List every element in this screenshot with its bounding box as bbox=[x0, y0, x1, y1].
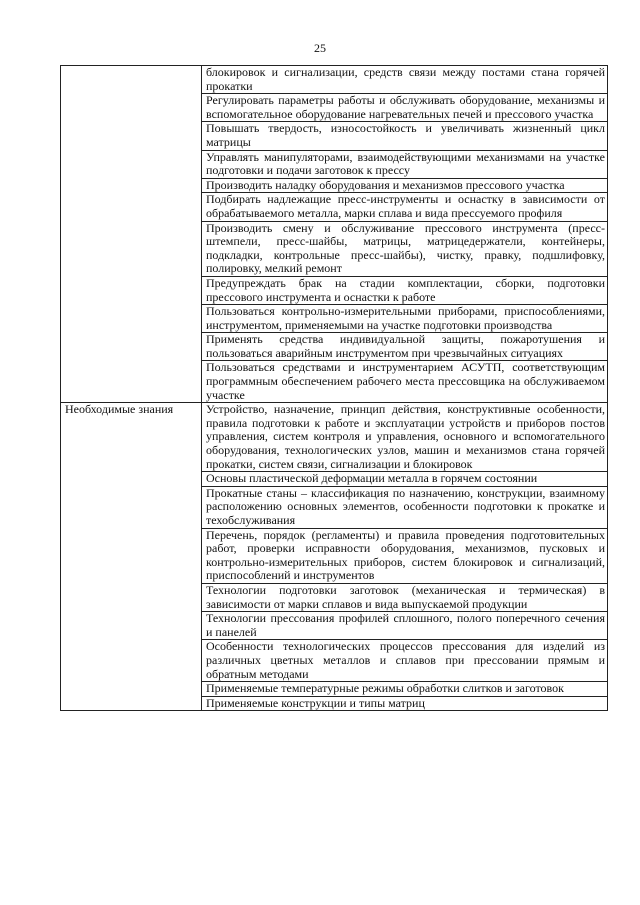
skill-item: Регулировать параметры работы и обслуживать оборудование, механизмы и вспомогательное оборудование нагревательных печей и прессового участка bbox=[202, 94, 608, 122]
knowledge-item: Прокатные станы – классификация по назначению, конструкции, взаимному расположению основных элементов, особенности подготовки к прокатке и техобслуживания bbox=[202, 486, 608, 528]
skill-item: Применять средства индивидуальной защиты, пожаротушения и пользоваться аварийным инструментом при чрезвычайных ситуациях bbox=[202, 333, 608, 361]
knowledge-item: Устройство, назначение, принцип действия, конструктивные особенности, правила подготовки к работе и эксплуатации устройств и приборов постов управления, систем контроля и управления, основного и вспомогательного оборудования, технологических узлов, машин и механизмов стана горячей прокатки, систем связи, сигнализации и блокировок bbox=[202, 403, 608, 472]
skill-item: блокировок и сигнализации, средств связи между постами стана горячей прокатки bbox=[202, 66, 608, 94]
knowledge-item: Перечень, порядок (регламенты) и правила проведения подготовительных работ, проверки исправности оборудования, механизмов, пусковых и контрольно-измерительных приборов, систем блокировок и сигнализаций, приспособлений и инструментов bbox=[202, 528, 608, 583]
knowledge-item: Основы пластической деформации металла в горячем состоянии bbox=[202, 472, 608, 487]
skill-item: Производить наладку оборудования и механизмов прессового участка bbox=[202, 178, 608, 193]
page-number: 25 bbox=[314, 41, 326, 55]
requirements-table bbox=[60, 65, 608, 711]
skill-item: Пользоваться контрольно-измерительными приборами, приспособлениями, инструментом, применяемыми на участке подготовки производства bbox=[202, 305, 608, 333]
skill-item: Повышать твердость, износостойкость и увеличивать жизненный цикл матрицы bbox=[202, 122, 608, 150]
skills-label-cell bbox=[61, 66, 202, 403]
skill-item: Подбирать надлежащие пресс-инструменты и оснастку в зависимости от обрабатываемого металла, марки сплава и вида прессуемого профиля bbox=[202, 193, 608, 221]
knowledge-item: Особенности технологических процессов прессования для изделий из различных цветных металлов и сплавов при прессовании прямым и обратным методами bbox=[202, 640, 608, 682]
table-row bbox=[61, 66, 608, 94]
skill-item: Производить смену и обслуживание прессового инструмента (пресс-штемпели, пресс-шайбы, матрицы, матрицедержатели, контейнеры, подкладки, контрольные пресс-шайбы), чистку, правку, подшлифовку, полировку, мелкий ремонт bbox=[202, 221, 608, 276]
skill-item: Управлять манипуляторами, взаимодействующими механизмами на участке подготовки и подачи заготовок к прессу bbox=[202, 150, 608, 178]
knowledge-item: Применяемые температурные режимы обработки слитков и заготовок bbox=[202, 682, 608, 697]
knowledge-item: Технологии прессования профилей сплошного, полого поперечного сечения и панелей bbox=[202, 612, 608, 640]
knowledge-item: Технологии подготовки заготовок (механическая и термическая) в зависимости от марки сплавов и вида выпускаемой продукции bbox=[202, 583, 608, 611]
skill-item: Пользоваться средствами и инструментарием АСУТП, соответствующим программным обеспечением рабочего места прессовщика на обслуживаемом участке bbox=[202, 361, 608, 403]
table-row bbox=[61, 403, 608, 472]
knowledge-item: Применяемые конструкции и типы матриц bbox=[202, 696, 608, 711]
skill-item: Предупреждать брак на стадии комплектации, сборки, подготовки прессового инструмента и оснастки к работе bbox=[202, 276, 608, 304]
knowledge-label-cell: Необходимые знания bbox=[61, 403, 202, 711]
